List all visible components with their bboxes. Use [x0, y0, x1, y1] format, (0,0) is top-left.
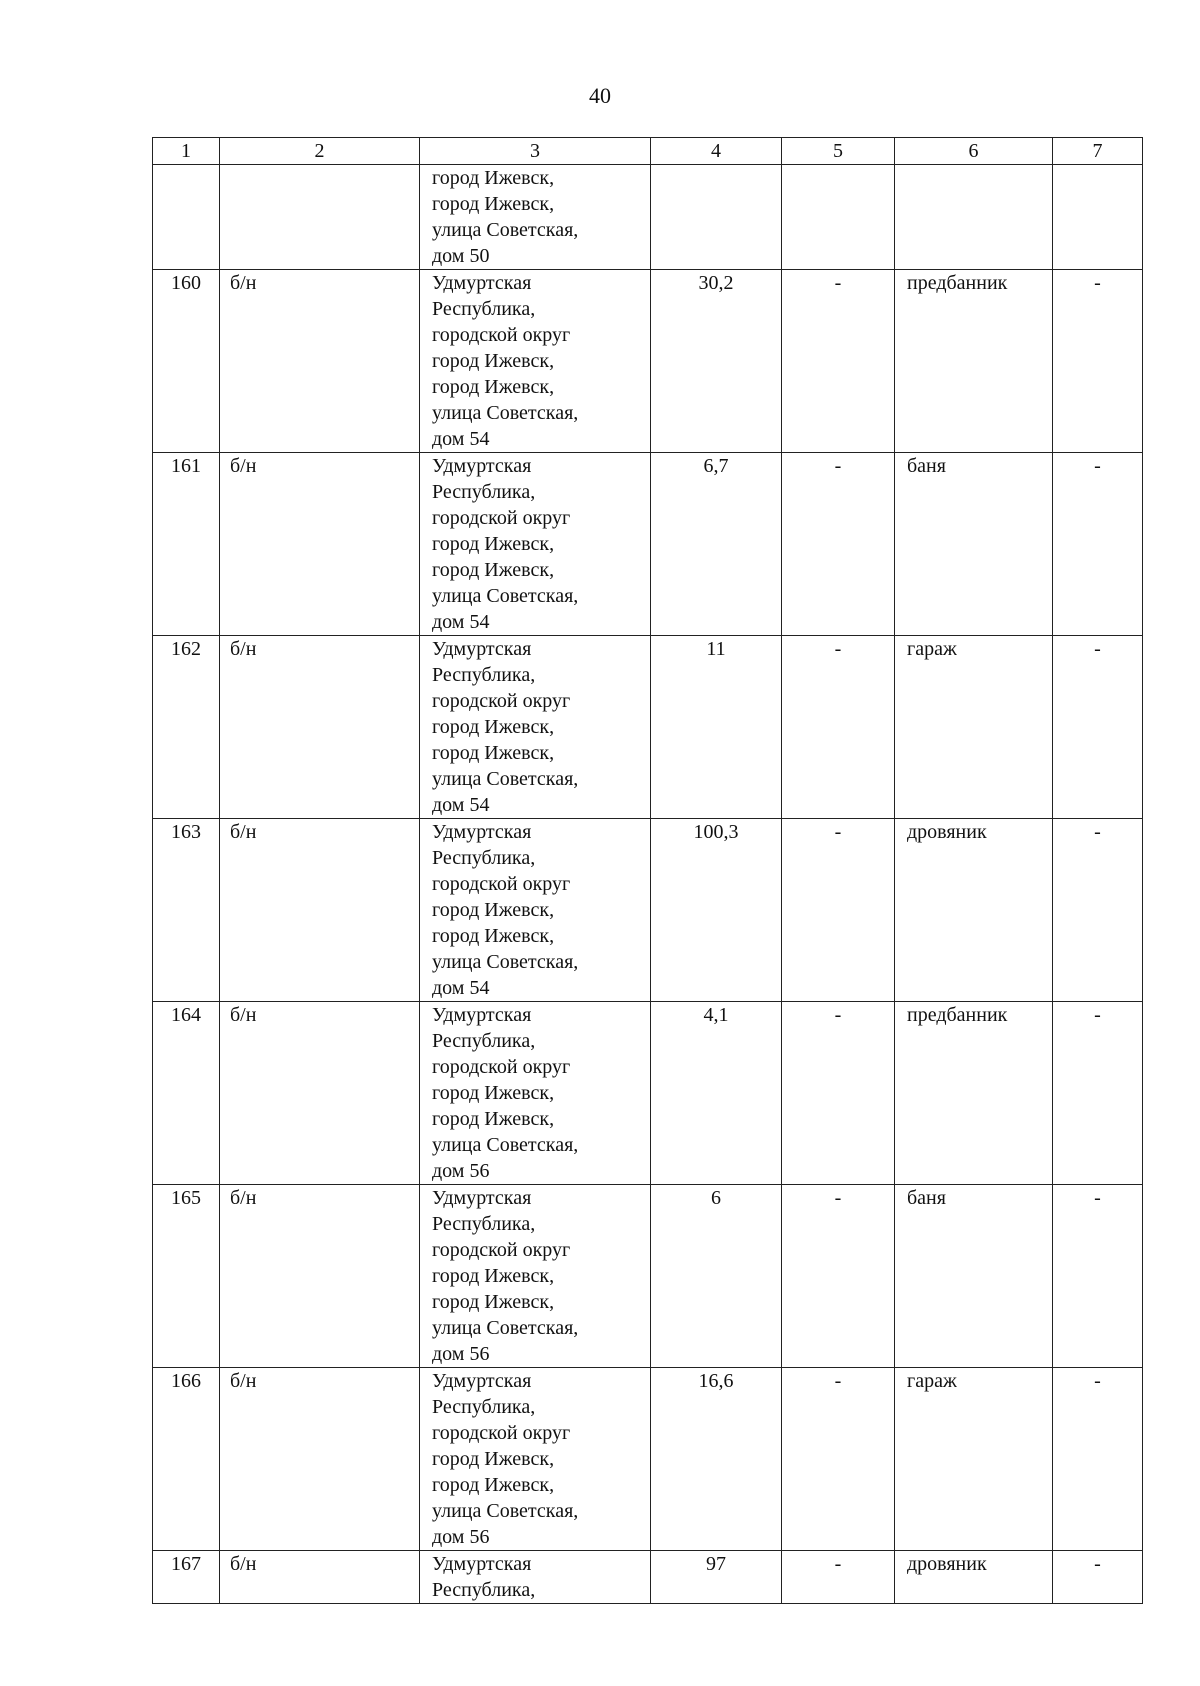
cell-type: баня: [895, 1185, 1053, 1368]
cell-num: 167: [153, 1551, 220, 1604]
cell-inv: б/н: [220, 1185, 420, 1368]
cell-area: 4,1: [651, 1002, 782, 1185]
cell-area: [651, 165, 782, 270]
cell-type: гараж: [895, 1368, 1053, 1551]
column-header: 7: [1053, 138, 1143, 165]
cell-col7: -: [1053, 1551, 1143, 1604]
table-row: [153, 453, 1143, 636]
cell-type: гараж: [895, 636, 1053, 819]
cell-inv: б/н: [220, 270, 420, 453]
cell-num: 166: [153, 1368, 220, 1551]
cell-area: 97: [651, 1551, 782, 1604]
cell-num: 160: [153, 270, 220, 453]
cell-area: 6,7: [651, 453, 782, 636]
property-table: [152, 137, 1143, 1604]
cell-address: Удмуртская Республика, городской округ город Ижевск, город Ижевск, улица Советская, дом 56: [420, 1185, 651, 1368]
cell-col5: -: [782, 1185, 895, 1368]
cell-col5: [782, 165, 895, 270]
cell-address: Удмуртская Республика, городской округ город Ижевск, город Ижевск, улица Советская, дом 56: [420, 1002, 651, 1185]
cell-area: 6: [651, 1185, 782, 1368]
cell-inv: б/н: [220, 636, 420, 819]
cell-col7: -: [1053, 1368, 1143, 1551]
cell-area: 30,2: [651, 270, 782, 453]
table-header-row: [153, 138, 1143, 165]
cell-col5: -: [782, 1002, 895, 1185]
cell-type: [895, 165, 1053, 270]
column-header: 5: [782, 138, 895, 165]
cell-col7: -: [1053, 1002, 1143, 1185]
cell-type: баня: [895, 453, 1053, 636]
cell-num: 163: [153, 819, 220, 1002]
cell-col7: -: [1053, 453, 1143, 636]
cell-inv: б/н: [220, 1002, 420, 1185]
column-header: 1: [153, 138, 220, 165]
table-row: [153, 636, 1143, 819]
cell-address: Удмуртская Республика, городской округ город Ижевск, город Ижевск, улица Советская, дом 54: [420, 636, 651, 819]
cell-num: 161: [153, 453, 220, 636]
cell-type: предбанник: [895, 1002, 1053, 1185]
column-header: 4: [651, 138, 782, 165]
cell-inv: б/н: [220, 1368, 420, 1551]
cell-num: 164: [153, 1002, 220, 1185]
column-header: 3: [420, 138, 651, 165]
cell-col7: -: [1053, 1185, 1143, 1368]
table-row: [153, 819, 1143, 1002]
table-row-continuation: [153, 165, 1143, 270]
cell-col5: -: [782, 270, 895, 453]
cell-col7: [1053, 165, 1143, 270]
cell-col7: -: [1053, 270, 1143, 453]
cell-inv: б/н: [220, 1551, 420, 1604]
cell-inv: [220, 165, 420, 270]
cell-type: дровяник: [895, 1551, 1053, 1604]
cell-col5: -: [782, 1368, 895, 1551]
column-header: 6: [895, 138, 1053, 165]
cell-area: 16,6: [651, 1368, 782, 1551]
cell-col5: -: [782, 453, 895, 636]
cell-address: Удмуртская Республика, городской округ город Ижевск, город Ижевск, улица Советская, дом 56: [420, 1368, 651, 1551]
cell-col7: -: [1053, 636, 1143, 819]
cell-type: предбанник: [895, 270, 1053, 453]
page-number: 40: [589, 83, 611, 108]
cell-address: Удмуртская Республика, городской округ город Ижевск, город Ижевск, улица Советская, дом 54: [420, 270, 651, 453]
cell-col5: -: [782, 636, 895, 819]
cell-col7: -: [1053, 819, 1143, 1002]
cell-address: Удмуртская Республика, городской округ город Ижевск, город Ижевск, улица Советская, дом 54: [420, 453, 651, 636]
cell-num: [153, 165, 220, 270]
table-row: [153, 1368, 1143, 1551]
cell-inv: б/н: [220, 819, 420, 1002]
table-row: [153, 270, 1143, 453]
cell-col5: -: [782, 1551, 895, 1604]
cell-inv: б/н: [220, 453, 420, 636]
column-header: 2: [220, 138, 420, 165]
table-row: [153, 1002, 1143, 1185]
cell-col5: -: [782, 819, 895, 1002]
cell-area: 11: [651, 636, 782, 819]
cell-type: дровяник: [895, 819, 1053, 1002]
table-row: [153, 1551, 1143, 1604]
cell-num: 165: [153, 1185, 220, 1368]
cell-area: 100,3: [651, 819, 782, 1002]
cell-address: Удмуртская Республика, городской округ город Ижевск, город Ижевск, улица Советская, дом 54: [420, 819, 651, 1002]
cell-address: город Ижевск, город Ижевск, улица Советская, дом 50: [420, 165, 651, 270]
cell-address: Удмуртская Республика,: [420, 1551, 651, 1604]
cell-num: 162: [153, 636, 220, 819]
table-row: [153, 1185, 1143, 1368]
